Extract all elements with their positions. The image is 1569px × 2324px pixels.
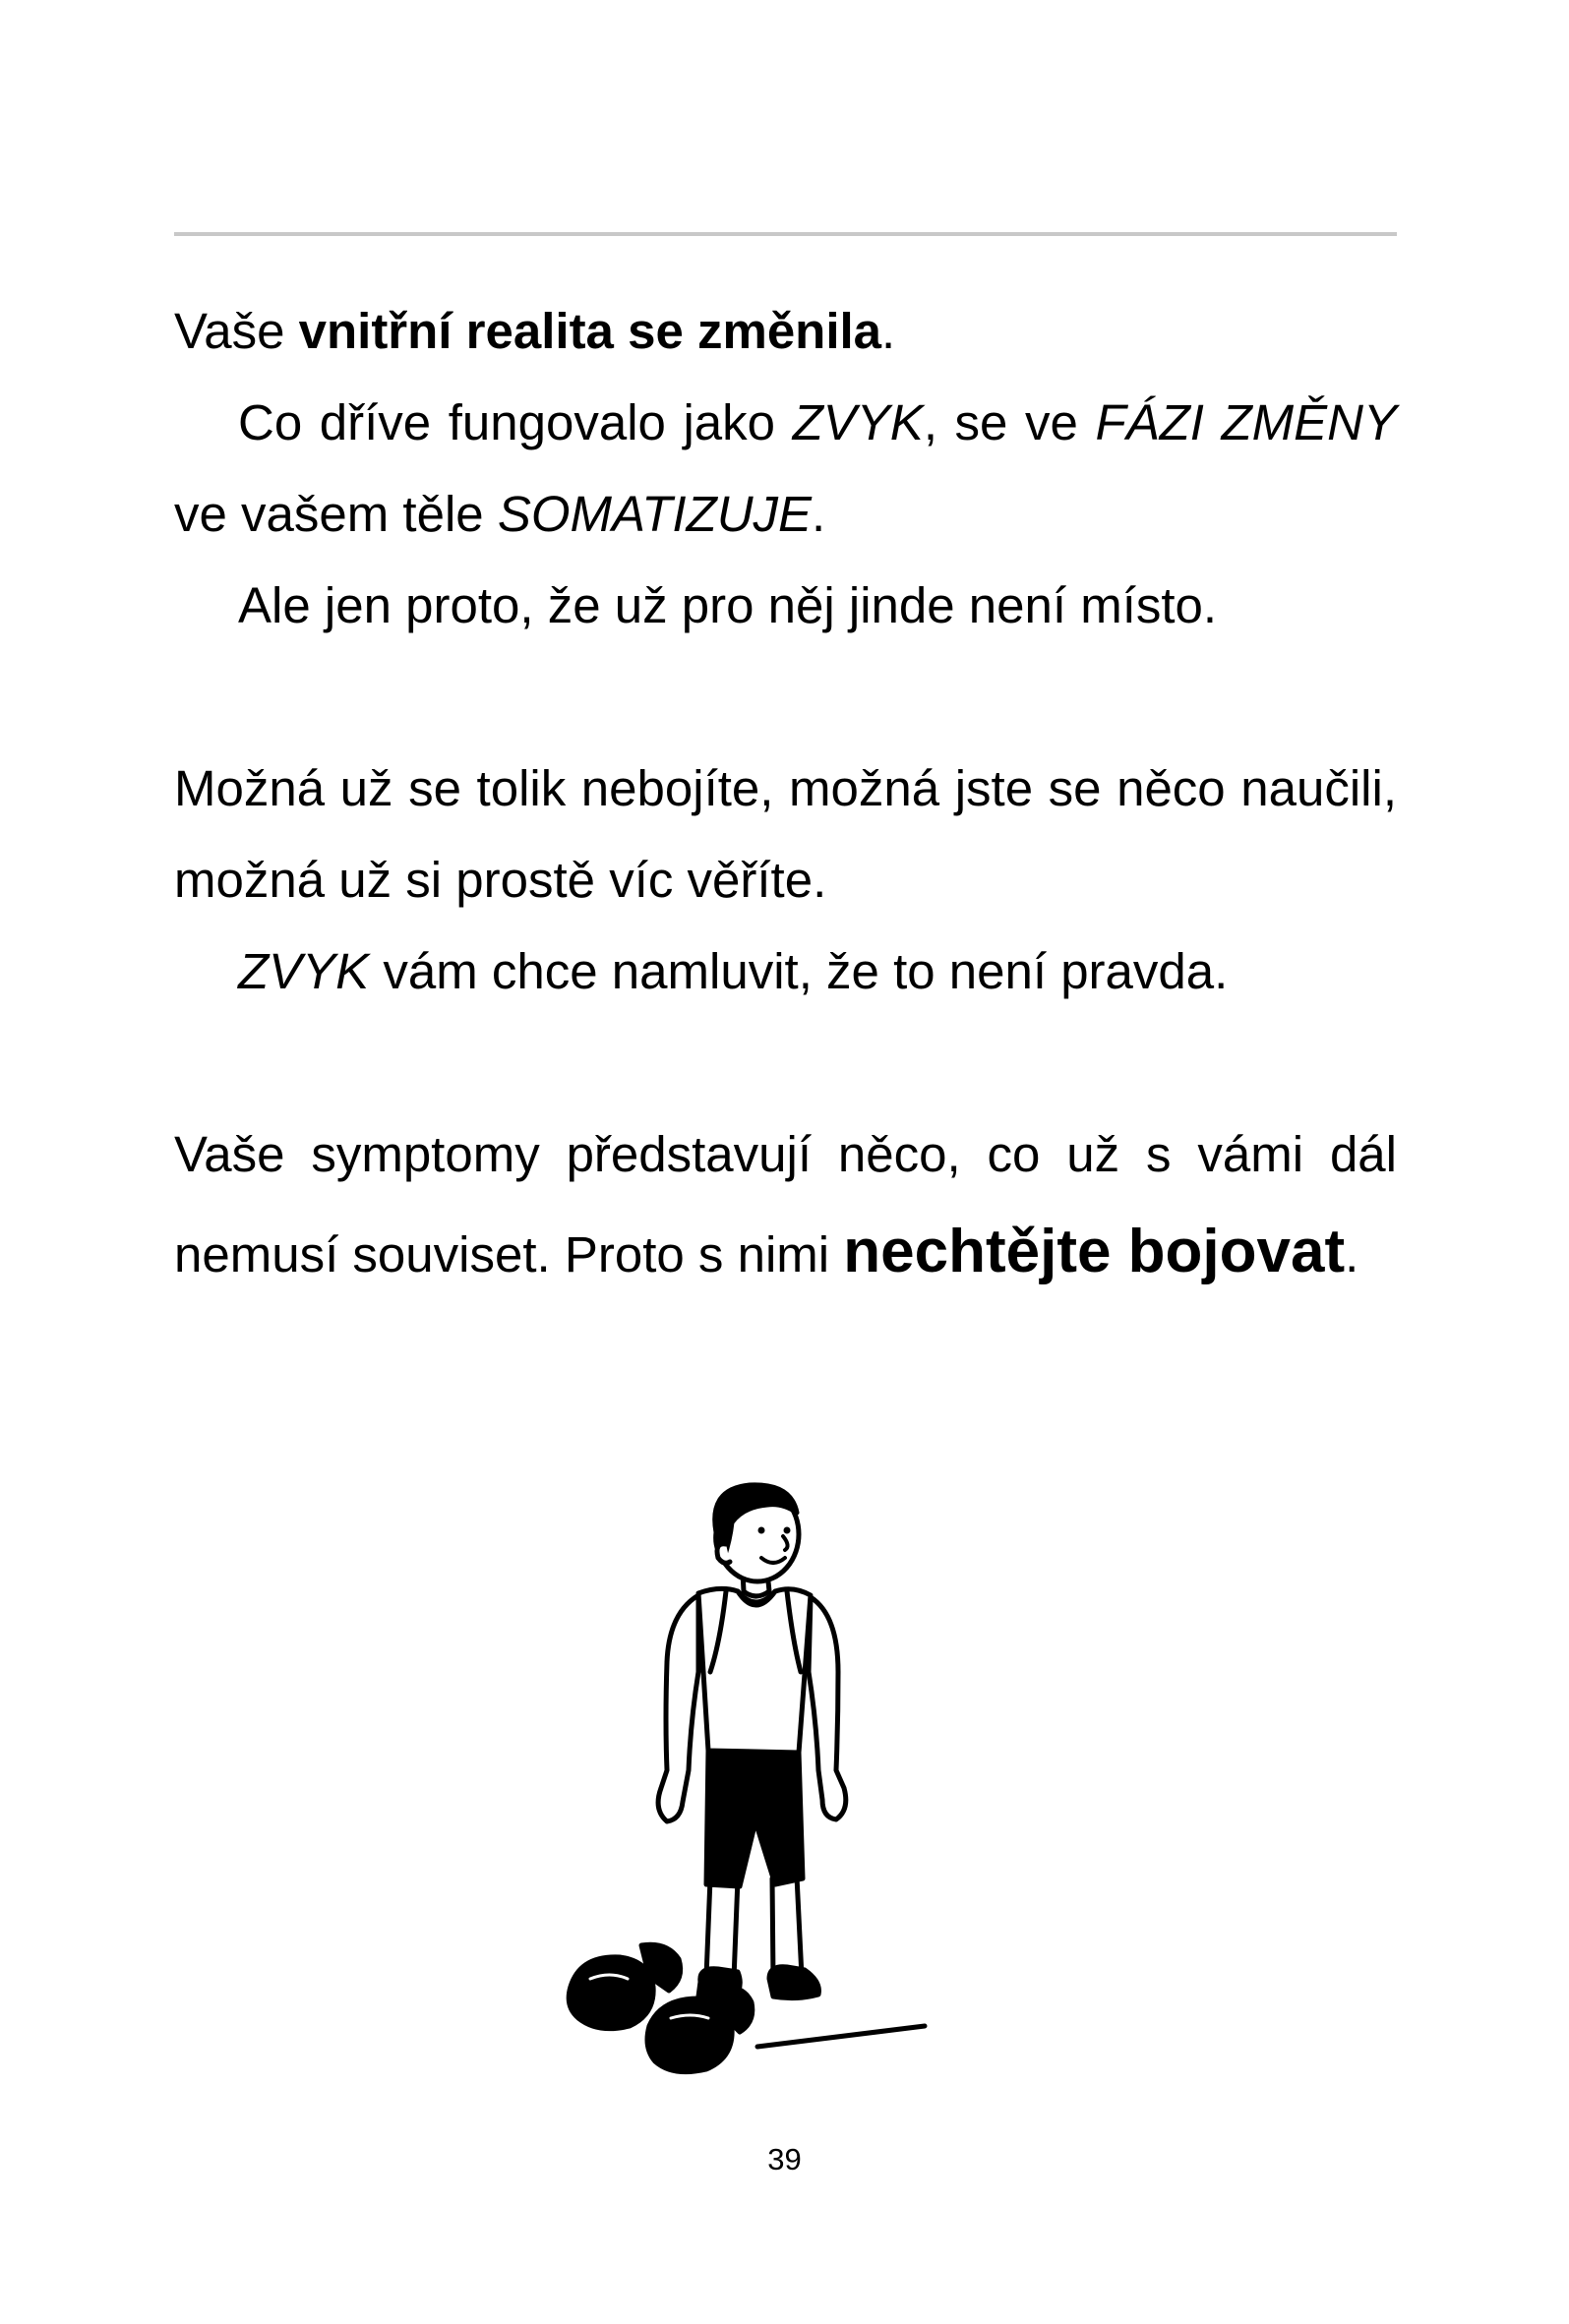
bold-phrase: nechtějte bojovat (843, 1218, 1346, 1285)
text-run: Vaše (174, 303, 299, 359)
text-run: ve vašem těle (174, 486, 498, 542)
paragraph-6 (174, 1108, 1397, 1303)
italic-term: ZVYK (792, 394, 924, 450)
text-run: Vaše symptomy představují něco, co už s vámi dál nemusí souviset. Proto s nimi (174, 1126, 1397, 1282)
text-run: , se ve (923, 394, 1096, 450)
paragraph-1 (174, 285, 1397, 377)
paragraph-gap (174, 1017, 1397, 1108)
page-number: 39 (767, 2142, 802, 2176)
bold-phrase: vnitřní realita se změnila (298, 303, 882, 359)
body-text (174, 285, 1397, 1303)
paragraph-gap (174, 651, 1397, 743)
text-run: . (881, 303, 896, 359)
paragraph-4: Možná už se tolik nebojíte, možná jste se něco naučili, možná už si prostě víc věříte. (174, 760, 1397, 908)
text-run: . (1345, 1226, 1359, 1282)
italic-term: SOMATIZUJE (497, 486, 813, 542)
boxer-illustration (551, 1475, 944, 2124)
text-run: Co dříve fungovalo jako (238, 394, 793, 450)
paragraph-5 (174, 925, 1397, 1017)
paragraph-2 (174, 377, 1397, 560)
italic-term: FÁZI ZMĚNY (1095, 394, 1398, 450)
header-rule (174, 232, 1397, 236)
italic-term: ZVYK (238, 943, 370, 999)
text-run: . (812, 486, 826, 542)
paragraph-3: Ale jen proto, že už pro něj jinde není místo. (238, 577, 1218, 633)
text-run: vám chce namluvit, že to není pravda. (369, 943, 1229, 999)
